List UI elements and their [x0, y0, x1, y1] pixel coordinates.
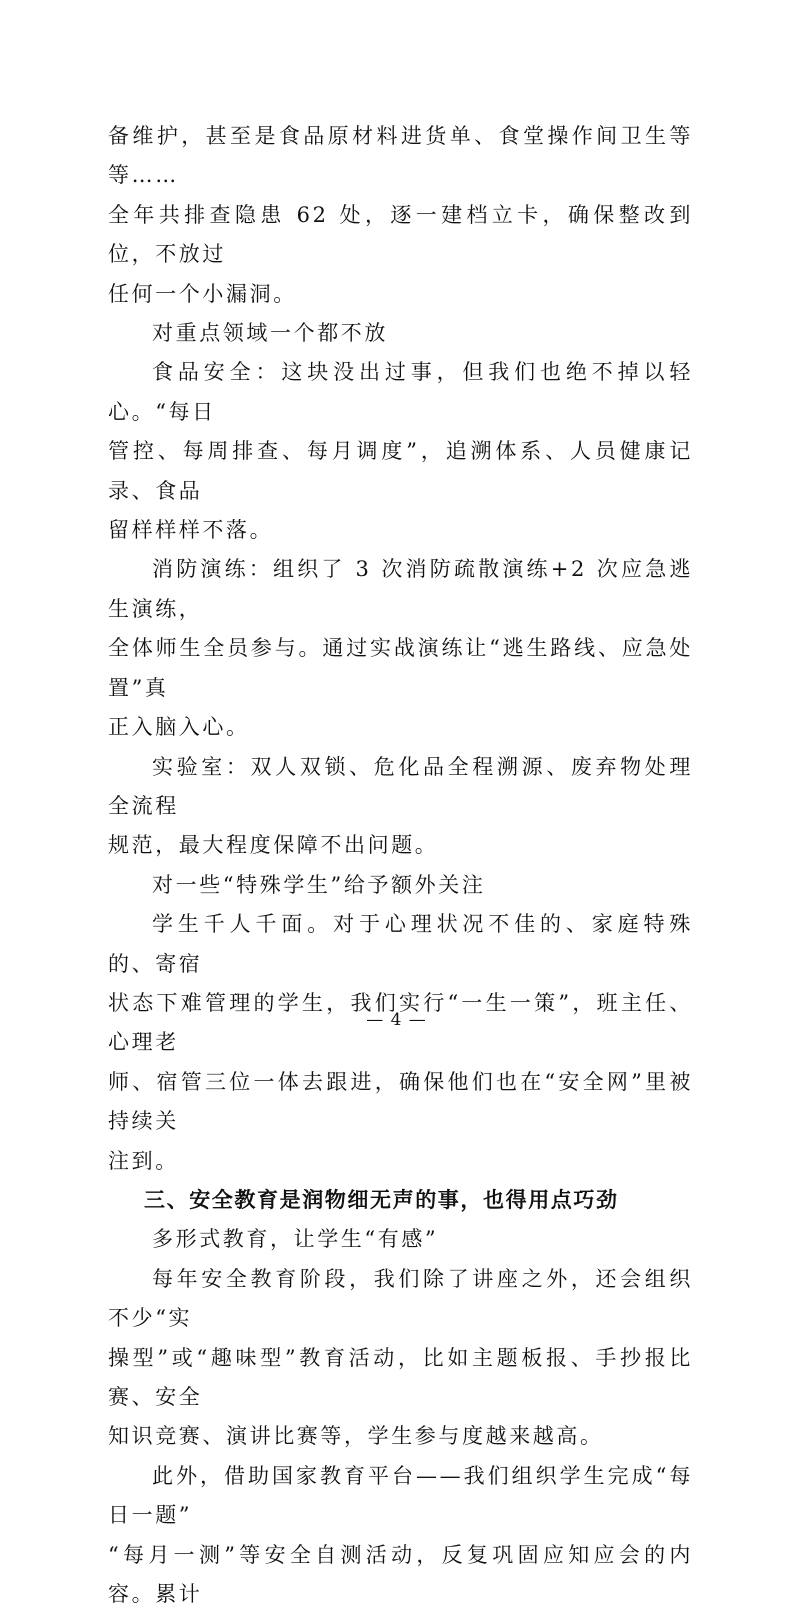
paragraph-line: 全体师生全员参与。通过实战演练让“逃生路线、应急处置”真 [108, 636, 693, 700]
paragraph-line: 状态下难管理的学生，我们实行“一生一策”，班主任、心理老 [108, 990, 693, 1055]
paragraph-line: 消防演练：组织了 3 次消防疏散演练+2 次应急逃生演练， [108, 557, 693, 621]
paragraph-line: 任何一个小漏洞。 [108, 281, 297, 306]
paragraph-line: 正入脑入心。 [108, 715, 250, 740]
paragraph-line: 学生千人千面。对于心理状况不佳的、家庭特殊的、寄宿 [108, 912, 693, 976]
paragraph-line: 对一些“特殊学生”给予额外关注 [152, 872, 486, 897]
paragraph-line: 对重点领域一个都不放 [152, 321, 388, 346]
paragraph-line: 全年共排查隐患 62 处，逐一建档立卡，确保整改到位，不放过 [108, 202, 693, 267]
paragraph-line: 操型”或“趣味型”教育活动，比如主题板报、手抄报比赛、安全 [108, 1345, 693, 1409]
paragraph-line: 规范，最大程度保障不出问题。 [108, 833, 439, 858]
section-heading: 三、安全教育是润物细无声的事，也得用点巧劲 [144, 1187, 619, 1212]
paragraph-line: 多形式教育，让学生“有感” [152, 1227, 439, 1252]
paragraph-line: 备维护，甚至是食品原材料进货单、食堂操作间卫生等等…… [108, 124, 693, 188]
paragraph-line: 实验室：双人双锁、危化品全程溯源、废弃物处理全流程 [108, 754, 693, 818]
paragraph-line: 师、宿管三位一体去跟进，确保他们也在“安全网”里被持续关 [108, 1069, 693, 1134]
paragraph-line: “每月一测”等安全自测活动，反复巩固应知应会的内容。累计 [108, 1542, 693, 1607]
paragraph-line: 知识竞赛、演讲比赛等，学生参与度越来越高。 [108, 1424, 604, 1449]
paragraph-line: 此外，借助国家教育平台——我们组织学生完成“每日一题” [108, 1463, 693, 1528]
paragraph-line: 食品安全：这块没出过事，但我们也绝不掉以轻心。“每日 [108, 360, 693, 424]
paragraph-line: 每年安全教育阶段，我们除了讲座之外，还会组织不少“实 [108, 1266, 693, 1331]
paragraph-line: 留样样样不落。 [108, 518, 274, 543]
paragraph-line: 注到。 [108, 1148, 179, 1173]
page-number: — 4 — [366, 1010, 427, 1030]
document-body [108, 117, 693, 1614]
paragraph-line: 管控、每周排查、每月调度”，追溯体系、人员健康记录、食品 [108, 439, 693, 503]
